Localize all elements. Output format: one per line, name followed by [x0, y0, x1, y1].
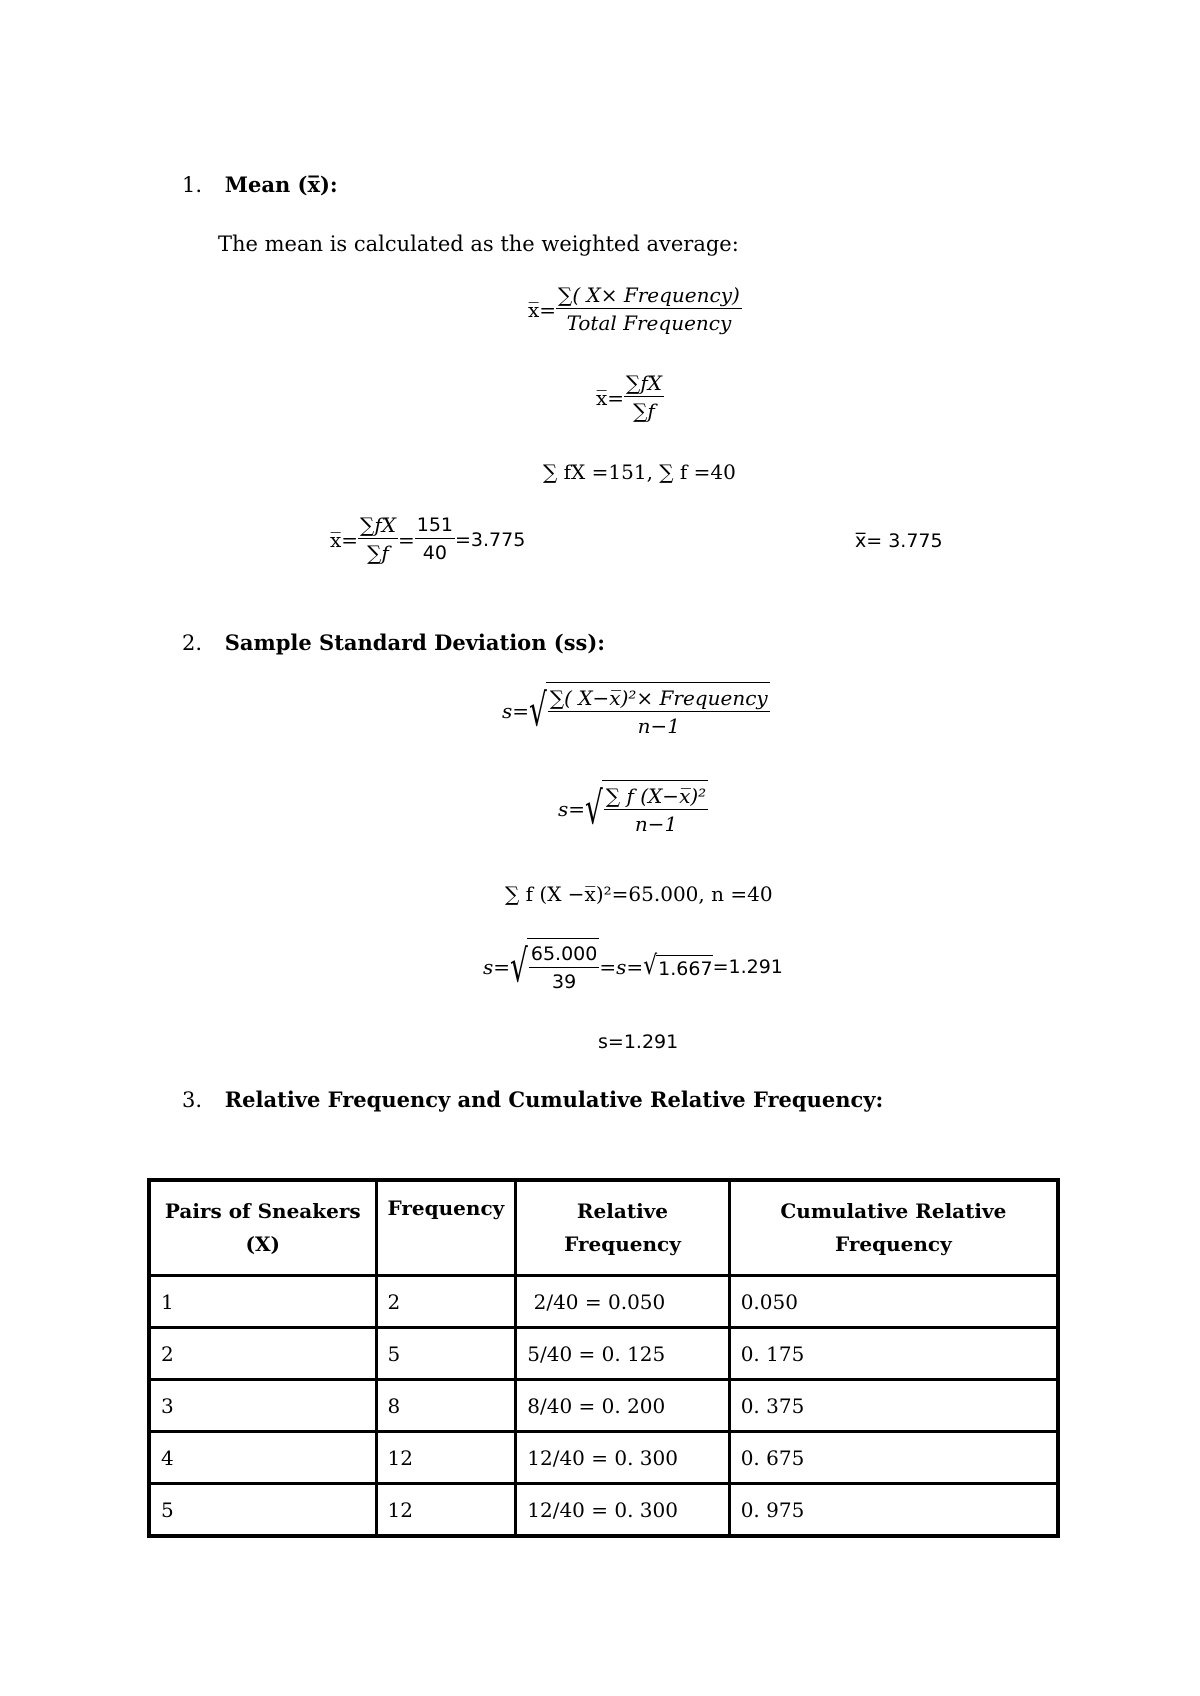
radical-sign: √ — [529, 683, 547, 737]
cell-x: 4 — [149, 1432, 376, 1484]
mean-formula-3 — [330, 512, 525, 567]
header-relative-frequency: Relative Frequency — [516, 1180, 729, 1276]
result: =3.775 — [455, 528, 526, 551]
cell-relative-frequency: 12/40 = 0. 300 — [516, 1484, 729, 1537]
formula-lhs: s= — [558, 797, 586, 821]
sd-formula-3 — [483, 938, 783, 996]
section-2-heading — [182, 630, 605, 655]
sd-sums: ∑ f (X −x̅)²=65.000, n =40 — [505, 882, 773, 906]
numerator: 151 — [415, 512, 455, 539]
cell-cumulative: 0. 975 — [729, 1484, 1058, 1537]
table-row — [149, 1484, 1058, 1537]
cell-x: 5 — [149, 1484, 376, 1537]
header-cumulative-relative-frequency: Cumulative Relative Frequency — [729, 1180, 1058, 1276]
radicand: 1.667 — [656, 955, 712, 980]
header-frequency: Frequency — [376, 1180, 516, 1276]
mean-formula-1 — [528, 282, 742, 337]
fraction — [527, 938, 599, 996]
cell-relative-frequency: 2/40 = 0.050 — [516, 1276, 729, 1328]
cell-cumulative: 0. 675 — [729, 1432, 1058, 1484]
cell-frequency: 5 — [376, 1328, 516, 1380]
table-row — [149, 1276, 1058, 1328]
section-number: 1. — [182, 173, 203, 197]
denominator: ∑f — [367, 541, 389, 565]
cell-cumulative: 0. 175 — [729, 1328, 1058, 1380]
mean-result-right: x̅= 3.775 — [855, 530, 943, 552]
cell-frequency: 2 — [376, 1276, 516, 1328]
cell-frequency: 12 — [376, 1484, 516, 1537]
fraction — [546, 682, 770, 740]
sd-formula-1 — [502, 682, 770, 740]
denominator: 39 — [552, 971, 577, 993]
square-root-small — [643, 951, 713, 982]
section-number: 3. — [182, 1088, 203, 1112]
cell-x: 1 — [149, 1276, 376, 1328]
formula-lhs: x̅= — [330, 527, 359, 552]
cell-relative-frequency: 5/40 = 0. 125 — [516, 1328, 729, 1380]
section-number: 2. — [182, 631, 203, 655]
result: =1.291 — [712, 956, 783, 978]
cell-relative-frequency: 8/40 = 0. 200 — [516, 1380, 729, 1432]
header-pairs-of-sneakers: Pairs of Sneakers (X) — [149, 1180, 376, 1276]
cell-relative-frequency: 12/40 = 0. 300 — [516, 1432, 729, 1484]
numerator: ∑fX — [626, 371, 662, 395]
section-title: Relative Frequency and Cumulative Relative Frequency: — [224, 1087, 884, 1112]
fraction — [624, 370, 664, 425]
formula-lhs: x̅= — [528, 297, 557, 322]
denominator: Total Frequency — [566, 311, 732, 335]
square-root — [510, 938, 599, 996]
section-title: Sample Standard Deviation (ss): — [224, 630, 606, 655]
numerator: 65.000 — [529, 941, 599, 968]
denominator: 40 — [422, 542, 447, 564]
formula-lhs: x̅= — [596, 385, 625, 410]
formula-lhs: s= — [483, 955, 511, 979]
numerator: ∑( X× Frequency) — [558, 283, 740, 307]
mean-sums: ∑ fX =151, ∑ f =40 — [543, 460, 736, 484]
cell-frequency: 12 — [376, 1432, 516, 1484]
cell-x: 3 — [149, 1380, 376, 1432]
cell-cumulative: 0. 375 — [729, 1380, 1058, 1432]
denominator: n−1 — [637, 714, 680, 738]
section-title: Mean (x̅): — [224, 172, 338, 197]
denominator: ∑f — [633, 399, 655, 423]
table-row — [149, 1380, 1058, 1432]
sd-final: s=1.291 — [598, 1031, 679, 1053]
square-root — [529, 682, 770, 740]
radical-sign: √ — [643, 951, 658, 982]
denominator: n−1 — [634, 812, 678, 836]
mean-formula-2 — [596, 370, 664, 425]
equals-sign: = — [397, 527, 415, 552]
radical-sign: √ — [585, 781, 603, 835]
radical-sign: √ — [510, 939, 528, 993]
numerator: ∑( X−x̅)²× Frequency — [549, 686, 768, 710]
section-1-heading — [182, 172, 338, 197]
cell-x: 2 — [149, 1328, 376, 1380]
cell-cumulative: 0.050 — [729, 1276, 1058, 1328]
section-3-heading — [182, 1087, 883, 1112]
numerator: ∑fX — [360, 513, 396, 537]
fraction — [358, 512, 398, 567]
equals-s: =s= — [599, 955, 644, 979]
formula-lhs: s= — [502, 699, 530, 723]
frequency-table — [147, 1178, 1060, 1538]
numerator: ∑ f (X−x̅)² — [605, 784, 707, 808]
cell-frequency: 8 — [376, 1380, 516, 1432]
fraction — [556, 282, 742, 337]
fraction-values — [415, 512, 455, 567]
mean-intro-text: The mean is calculated as the weighted average: — [218, 232, 739, 256]
sd-formula-2 — [558, 780, 708, 838]
table-row — [149, 1328, 1058, 1380]
table-row — [149, 1432, 1058, 1484]
table-header-row — [149, 1180, 1058, 1276]
fraction — [602, 780, 708, 838]
square-root — [585, 780, 708, 838]
